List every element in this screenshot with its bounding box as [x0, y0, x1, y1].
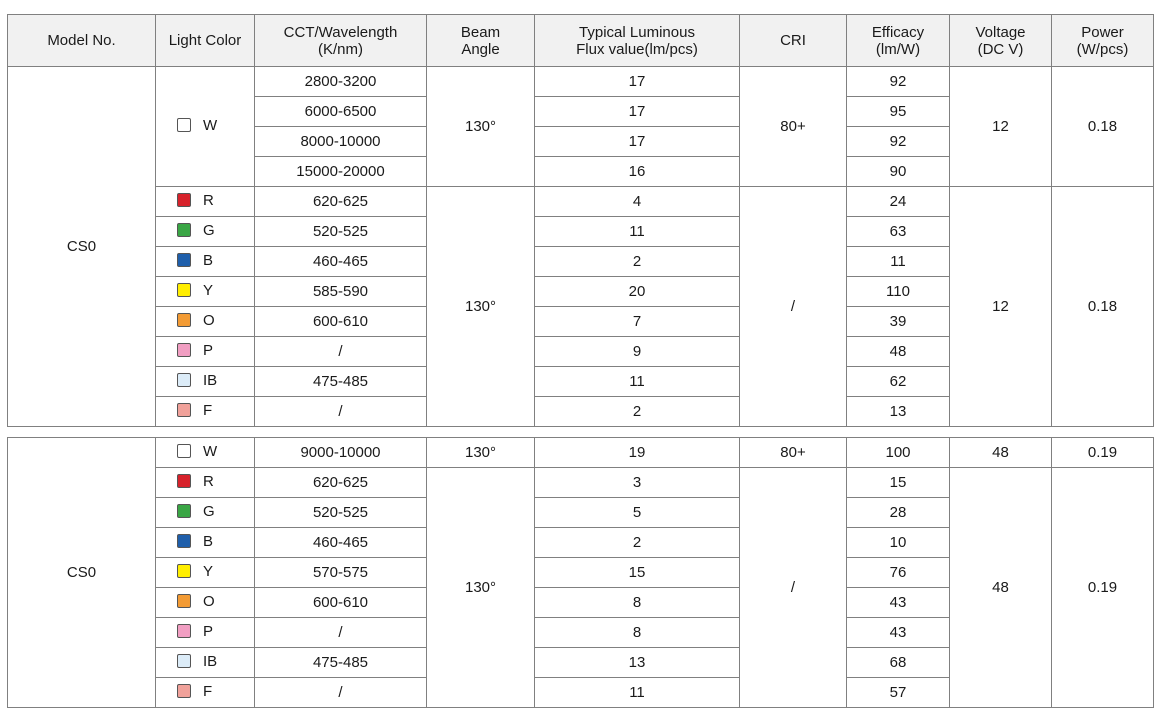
cri-cell: 80+ — [740, 438, 847, 468]
light-color-cell — [156, 678, 255, 708]
header-power: Power (W/pcs) — [1052, 15, 1154, 67]
cct-cell: / — [255, 678, 427, 708]
efficacy-cell: 48 — [847, 337, 950, 367]
color-label: F — [177, 683, 233, 700]
flux-cell: 5 — [535, 498, 740, 528]
power-cell: 0.18 — [1052, 187, 1154, 427]
cct-cell: / — [255, 397, 427, 427]
color-label: Y — [177, 563, 233, 580]
flux-cell: 2 — [535, 247, 740, 277]
cct-cell: 6000-6500 — [255, 97, 427, 127]
flux-cell: 9 — [535, 337, 740, 367]
cct-cell: 620-625 — [255, 187, 427, 217]
cct-cell: / — [255, 337, 427, 367]
flux-cell: 3 — [535, 468, 740, 498]
table-row — [8, 438, 1154, 468]
flux-cell: 4 — [535, 187, 740, 217]
efficacy-cell: 100 — [847, 438, 950, 468]
light-color-cell — [156, 528, 255, 558]
blue-swatch-icon — [177, 253, 191, 267]
flux-cell: 11 — [535, 367, 740, 397]
cct-cell: 475-485 — [255, 367, 427, 397]
light-color-cell — [156, 247, 255, 277]
header-model: Model No. — [8, 15, 156, 67]
flux-cell: 2 — [535, 397, 740, 427]
power-cell: 0.19 — [1052, 468, 1154, 708]
pink-swatch-icon — [177, 343, 191, 357]
light-color-cell — [156, 187, 255, 217]
color-label: Y — [177, 282, 233, 299]
cct-cell: / — [255, 618, 427, 648]
color-label: P — [177, 623, 233, 640]
flux-cell: 11 — [535, 217, 740, 247]
cct-cell: 9000-10000 — [255, 438, 427, 468]
power-cell: 0.18 — [1052, 67, 1154, 187]
model-cell: CS0 — [8, 67, 156, 427]
ice-blue-swatch-icon — [177, 654, 191, 668]
header-light-color: Light Color — [156, 15, 255, 67]
color-label: O — [177, 593, 233, 610]
efficacy-cell: 90 — [847, 157, 950, 187]
pink-swatch-icon — [177, 624, 191, 638]
efficacy-cell: 39 — [847, 307, 950, 337]
light-color-cell — [156, 217, 255, 247]
efficacy-cell: 28 — [847, 498, 950, 528]
efficacy-cell: 43 — [847, 618, 950, 648]
header-efficacy: Efficacy (lm/W) — [847, 15, 950, 67]
color-label: O — [177, 312, 233, 329]
cct-cell: 585-590 — [255, 277, 427, 307]
light-color-cell — [156, 438, 255, 468]
color-label: R — [177, 192, 233, 209]
header-beam-angle: Beam Angle — [427, 15, 535, 67]
flux-cell: 15 — [535, 558, 740, 588]
flux-cell: 8 — [535, 588, 740, 618]
efficacy-cell: 24 — [847, 187, 950, 217]
flux-cell: 11 — [535, 678, 740, 708]
red-swatch-icon — [177, 193, 191, 207]
efficacy-cell: 76 — [847, 558, 950, 588]
table-row — [8, 468, 1154, 498]
light-color-cell — [156, 397, 255, 427]
color-label: IB — [177, 372, 233, 389]
flux-cell: 17 — [535, 127, 740, 157]
voltage-cell: 48 — [950, 438, 1052, 468]
efficacy-cell: 62 — [847, 367, 950, 397]
orange-swatch-icon — [177, 313, 191, 327]
color-label: G — [177, 222, 233, 239]
voltage-cell: 48 — [950, 468, 1052, 708]
color-label: W — [177, 443, 233, 460]
beam-angle-cell: 130° — [427, 67, 535, 187]
light-color-cell — [156, 498, 255, 528]
cct-cell: 475-485 — [255, 648, 427, 678]
color-label: F — [177, 402, 233, 419]
ice-blue-swatch-icon — [177, 373, 191, 387]
light-color-cell — [156, 588, 255, 618]
cct-cell: 460-465 — [255, 247, 427, 277]
green-swatch-icon — [177, 504, 191, 518]
cct-cell: 15000-20000 — [255, 157, 427, 187]
header-cri: CRI — [740, 15, 847, 67]
light-color-cell — [156, 367, 255, 397]
color-label: G — [177, 503, 233, 520]
efficacy-cell: 92 — [847, 67, 950, 97]
power-cell: 0.19 — [1052, 438, 1154, 468]
flux-cell: 8 — [535, 618, 740, 648]
cct-cell: 8000-10000 — [255, 127, 427, 157]
cct-cell: 620-625 — [255, 468, 427, 498]
efficacy-cell: 43 — [847, 588, 950, 618]
red-swatch-icon — [177, 474, 191, 488]
cct-cell: 600-610 — [255, 588, 427, 618]
efficacy-cell: 63 — [847, 217, 950, 247]
efficacy-cell: 15 — [847, 468, 950, 498]
flux-cell: 2 — [535, 528, 740, 558]
yellow-swatch-icon — [177, 564, 191, 578]
efficacy-cell: 57 — [847, 678, 950, 708]
cri-cell: 80+ — [740, 67, 847, 187]
color-label: P — [177, 342, 233, 359]
beam-angle-cell: 130° — [427, 187, 535, 427]
color-label: W — [177, 117, 233, 134]
cct-cell: 460-465 — [255, 528, 427, 558]
flux-cell: 20 — [535, 277, 740, 307]
light-color-cell — [156, 67, 255, 187]
cri-cell: / — [740, 187, 847, 427]
color-label: R — [177, 473, 233, 490]
efficacy-cell: 13 — [847, 397, 950, 427]
voltage-cell: 12 — [950, 187, 1052, 427]
table-header-row — [8, 15, 1154, 67]
spec-table-48v — [7, 437, 1154, 708]
color-label: IB — [177, 653, 233, 670]
model-cell: CS0 — [8, 438, 156, 708]
fleshy-pink-swatch-icon — [177, 684, 191, 698]
yellow-swatch-icon — [177, 283, 191, 297]
light-color-cell — [156, 277, 255, 307]
light-color-cell — [156, 648, 255, 678]
cct-cell: 570-575 — [255, 558, 427, 588]
efficacy-cell: 11 — [847, 247, 950, 277]
header-voltage: Voltage (DC V) — [950, 15, 1052, 67]
efficacy-cell: 10 — [847, 528, 950, 558]
flux-cell: 16 — [535, 157, 740, 187]
beam-angle-cell: 130° — [427, 468, 535, 708]
efficacy-cell: 95 — [847, 97, 950, 127]
white-swatch-icon — [177, 118, 191, 132]
light-color-cell — [156, 558, 255, 588]
light-color-cell — [156, 468, 255, 498]
blue-swatch-icon — [177, 534, 191, 548]
color-label: B — [177, 533, 233, 550]
cri-cell: / — [740, 468, 847, 708]
green-swatch-icon — [177, 223, 191, 237]
light-color-cell — [156, 337, 255, 367]
beam-angle-cell: 130° — [427, 438, 535, 468]
orange-swatch-icon — [177, 594, 191, 608]
fleshy-pink-swatch-icon — [177, 403, 191, 417]
spec-table-12v — [7, 14, 1154, 427]
cct-cell: 2800-3200 — [255, 67, 427, 97]
flux-cell: 17 — [535, 67, 740, 97]
efficacy-cell: 68 — [847, 648, 950, 678]
efficacy-cell: 110 — [847, 277, 950, 307]
efficacy-cell: 92 — [847, 127, 950, 157]
header-cct: CCT/Wavelength (K/nm) — [255, 15, 427, 67]
table-row — [8, 187, 1154, 217]
cct-cell: 520-525 — [255, 217, 427, 247]
table-row — [8, 67, 1154, 97]
color-label: B — [177, 252, 233, 269]
voltage-cell: 12 — [950, 67, 1052, 187]
flux-cell: 13 — [535, 648, 740, 678]
header-luminous-flux: Typical Luminous Flux value(lm/pcs) — [535, 15, 740, 67]
flux-cell: 17 — [535, 97, 740, 127]
white-swatch-icon — [177, 444, 191, 458]
light-color-cell — [156, 307, 255, 337]
flux-cell: 7 — [535, 307, 740, 337]
cct-cell: 520-525 — [255, 498, 427, 528]
light-color-cell — [156, 618, 255, 648]
flux-cell: 19 — [535, 438, 740, 468]
cct-cell: 600-610 — [255, 307, 427, 337]
